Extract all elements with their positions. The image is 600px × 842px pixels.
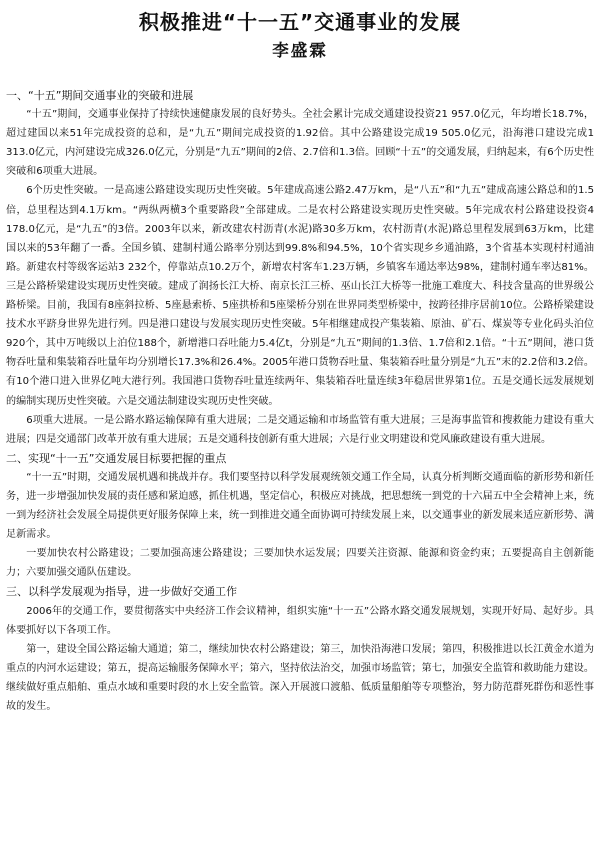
article-title: 积极推进“十一五”交通事业的发展 bbox=[138, 10, 462, 34]
article-author: 李盛霖 bbox=[272, 41, 328, 60]
paragraph: “十一五”时期，交通发展机遇和挑战并存。我们要坚持以科学发展观统领交通工作全局，认真分析判断交通面临的新形势和新任务，进一步增强加快发展的责任感和紧迫感，抓住机遇，坚定信心，积极应对挑战，把思想统一到党的十六届五中全会精神上来，统一到为经济社会发展全局提供更好服务保障上来，统一到推进交通全面协调可持续发展上来，以交通事业的新发展来适应新形势、满足新需求。 bbox=[6, 471, 594, 541]
paragraph: “十五”期间，交通事业保持了持续快速健康发展的良好势头。全社会累计完成交通建设投资21 957.0亿元，年均增长18.7%，超过建国以来51年完成投资的总和，是“九五”期间完成投资的1.92倍。其中公路建设完成19 505.0亿元，沿海港口建设完成1 313.0亿元，内河建设完成326.0亿元，分别是“九五”期间的2倍、2.7倍和1.3倍。回顾“十五”的交通发展，归纳起来，有6个历史性突破和6项重大进展。 bbox=[6, 109, 594, 178]
article-body bbox=[6, 86, 594, 716]
paragraph: 2006年的交通工作，要贯彻落实中央经济工作会议精神，组织实施“十一五”公路水路交通发展规划，实现开好局、起好步。具体要抓好以下各项工作。 bbox=[6, 605, 594, 636]
section-heading-2: 二、实现“十一五”交通发展目标要把握的重点 bbox=[6, 451, 227, 465]
paragraph: 6个历史性突破。一是高速公路建设实现历史性突破。5年建成高速公路2.47万km，是“八五”和“九五”建成高速公路总和的1.5倍，总里程达到4.1万km。“两纵两横3个重要路段”全部建成。二是农村公路建设实现历史性突破。5年完成农村公路建设投资4 178.0亿元，是“九五”的3倍。2003年以来，新改建农村沥青(水泥)路30多万km，农村沥青(水泥)路总里程发展到63万km，比建国以来的53年翻了一番。全国乡镇、建制村通公路率分别达到99.8%和94.5%，10个省实现乡乡通油路，3个省基本实现村村通油路。新建农村等级客运站3 232个，停靠站点10.2万个，新增农村客车1.23万辆，乡镇客车通达率达98%，建制村通车率达81%。三是公路桥梁建设实现历史性突破。建成了润扬长江大桥、南京长江三桥、巫山长江大桥等一批施工难度大、科技含量高的世界级公路桥梁。目前，我国有8座斜拉桥、5座悬索桥、5座拱桥和5座梁桥分别在世界同类型桥梁中，按跨径排序居前10位。公路桥梁建设技术水平跻身世界先进行列。四是港口建设与发展实现历史性突破。5年相继建成投产集装箱、原油、矿石、煤炭等专业化码头泊位920个，其中万吨级以上泊位188个，新增港口吞吐能力5.4亿t，分别是“九五”期间的1.3倍、1.7倍和2.1倍。“十五”期间，港口货物吞吐量和集装箱吞吐量年均分别增长17.3%和26.4%。2005年港口货物吞吐量、集装箱吞吐量分别是“九五”末的2.2倍和3.2倍。有10个港口进入世界亿吨大港行列。我国港口货物吞吐量连续两年、集装箱吞吐量连续3年稳居世界第1位。五是交通长远发展规划的编制实现历史性突破。六是交通法制建设实现历史性突破。 bbox=[6, 185, 594, 407]
section-heading-3: 三、以科学发展观为指导，进一步做好交通工作 bbox=[6, 585, 237, 599]
paragraph: 第一，建设全国公路运输大通道；第二，继续加快农村公路建设；第三，加快沿海港口发展；第四，积极推进以长江黄金水道为重点的内河水运建设；第五，提高运输服务保障水平；第六，坚持依法治交，加强市场监管；第七，加强安全监管和救助能力建设。继续做好重点船舶、重点水域和重要时段的水上安全监管。深入开展渡口渡船、低质量船舶等专项整治，努力防范群死群伤和恶性事故的发生。 bbox=[6, 643, 594, 712]
paragraph: 6项重大进展。一是公路水路运输保障有重大进展；二是交通运输和市场监管有重大进展；三是海事监管和搜救能力建设有重大进展；四是交通部门改革开放有重大进展；五是交通科技创新有重大进展；六是行业文明建设和党风廉政建设有重大进展。 bbox=[6, 414, 594, 445]
section-heading-1: 一、“十五”期间交通事业的突破和进展 bbox=[6, 89, 194, 102]
paragraph: 一要加快农村公路建设；二要加强高速公路建设；三要加快水运发展；四要关注资源、能源和资金约束；五要提高自主创新能力；六要加强交通队伍建设。 bbox=[6, 548, 594, 579]
